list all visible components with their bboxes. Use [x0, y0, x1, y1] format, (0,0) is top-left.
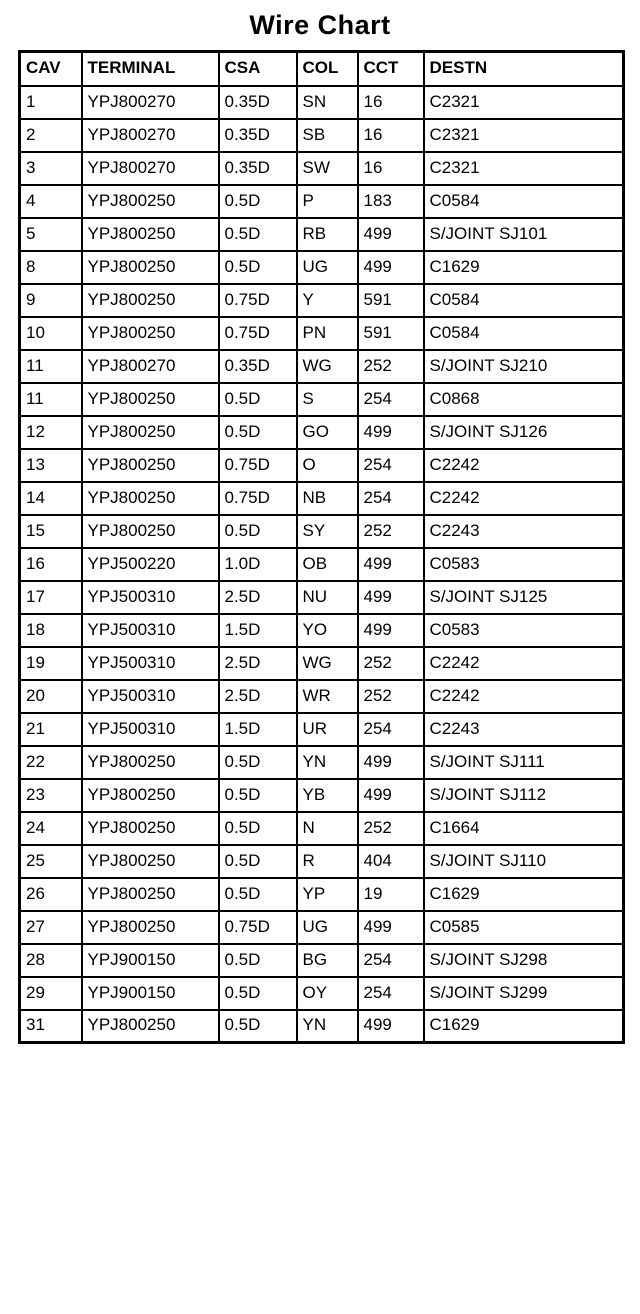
cell-cav: 26	[20, 878, 82, 911]
cell-destn: S/JOINT SJ101	[424, 218, 624, 251]
cell-destn: C0585	[424, 911, 624, 944]
cell-cav: 10	[20, 317, 82, 350]
table-row	[20, 614, 624, 647]
cell-csa: 0.5D	[219, 944, 297, 977]
cell-destn: C1664	[424, 812, 624, 845]
cell-terminal: YPJ800270	[82, 350, 219, 383]
cell-cav: 9	[20, 284, 82, 317]
cell-cav: 23	[20, 779, 82, 812]
cell-terminal: YPJ500310	[82, 680, 219, 713]
cell-cct: 183	[358, 185, 424, 218]
cell-cct: 499	[358, 1010, 424, 1043]
cell-cct: 499	[358, 548, 424, 581]
cell-cct: 254	[358, 944, 424, 977]
cell-cct: 16	[358, 119, 424, 152]
cell-col: YO	[297, 614, 358, 647]
cell-csa: 0.5D	[219, 251, 297, 284]
cell-terminal: YPJ500220	[82, 548, 219, 581]
cell-csa: 2.5D	[219, 680, 297, 713]
table-row	[20, 350, 624, 383]
cell-cav: 3	[20, 152, 82, 185]
table-row	[20, 581, 624, 614]
table-row	[20, 515, 624, 548]
cell-destn: C2243	[424, 515, 624, 548]
cell-terminal: YPJ800250	[82, 812, 219, 845]
table-row	[20, 812, 624, 845]
cell-destn: C2242	[424, 647, 624, 680]
cell-csa: 2.5D	[219, 647, 297, 680]
cell-destn: S/JOINT SJ126	[424, 416, 624, 449]
cell-col: PN	[297, 317, 358, 350]
table-row	[20, 911, 624, 944]
cell-cct: 499	[358, 251, 424, 284]
cell-col: O	[297, 449, 358, 482]
cell-terminal: YPJ800250	[82, 878, 219, 911]
cell-terminal: YPJ800270	[82, 86, 219, 119]
cell-cct: 254	[358, 977, 424, 1010]
column-header-terminal: TERMINAL	[82, 52, 219, 86]
table-row	[20, 383, 624, 416]
cell-cct: 499	[358, 911, 424, 944]
cell-col: SN	[297, 86, 358, 119]
cell-destn: C1629	[424, 251, 624, 284]
table-header	[20, 52, 624, 86]
table-row	[20, 284, 624, 317]
cell-destn: C1629	[424, 878, 624, 911]
cell-cav: 31	[20, 1010, 82, 1043]
column-header-cct: CCT	[358, 52, 424, 86]
cell-col: YB	[297, 779, 358, 812]
cell-csa: 0.5D	[219, 746, 297, 779]
cell-cct: 404	[358, 845, 424, 878]
cell-destn: C0584	[424, 317, 624, 350]
cell-csa: 0.75D	[219, 482, 297, 515]
cell-cav: 4	[20, 185, 82, 218]
cell-terminal: YPJ800270	[82, 152, 219, 185]
column-header-destn: DESTN	[424, 52, 624, 86]
cell-cav: 28	[20, 944, 82, 977]
cell-col: R	[297, 845, 358, 878]
cell-col: RB	[297, 218, 358, 251]
cell-col: GO	[297, 416, 358, 449]
cell-csa: 0.5D	[219, 1010, 297, 1043]
cell-cct: 16	[358, 152, 424, 185]
cell-col: OB	[297, 548, 358, 581]
table-row	[20, 878, 624, 911]
cell-cct: 252	[358, 812, 424, 845]
cell-cav: 16	[20, 548, 82, 581]
cell-csa: 0.5D	[219, 878, 297, 911]
cell-csa: 1.5D	[219, 614, 297, 647]
cell-terminal: YPJ800250	[82, 746, 219, 779]
cell-cav: 13	[20, 449, 82, 482]
column-header-csa: CSA	[219, 52, 297, 86]
cell-cct: 499	[358, 416, 424, 449]
table-row	[20, 680, 624, 713]
cell-csa: 0.5D	[219, 185, 297, 218]
cell-destn: C0584	[424, 284, 624, 317]
cell-terminal: YPJ900150	[82, 977, 219, 1010]
cell-csa: 0.35D	[219, 350, 297, 383]
table-row	[20, 86, 624, 119]
page-title: Wire Chart	[249, 10, 391, 40]
table-row	[20, 647, 624, 680]
cell-destn: S/JOINT SJ299	[424, 977, 624, 1010]
cell-col: UR	[297, 713, 358, 746]
cell-csa: 0.75D	[219, 911, 297, 944]
cell-cav: 24	[20, 812, 82, 845]
cell-cct: 499	[358, 779, 424, 812]
cell-destn: C2321	[424, 86, 624, 119]
table-row	[20, 449, 624, 482]
cell-destn: S/JOINT SJ110	[424, 845, 624, 878]
cell-csa: 0.5D	[219, 845, 297, 878]
table-row	[20, 119, 624, 152]
cell-csa: 0.5D	[219, 218, 297, 251]
cell-destn: S/JOINT SJ298	[424, 944, 624, 977]
table-row	[20, 152, 624, 185]
wire-chart-table-container	[0, 50, 640, 1044]
cell-cav: 25	[20, 845, 82, 878]
table-row	[20, 845, 624, 878]
cell-cct: 16	[358, 86, 424, 119]
table-row	[20, 482, 624, 515]
cell-cav: 15	[20, 515, 82, 548]
cell-col: YP	[297, 878, 358, 911]
cell-cct: 254	[358, 383, 424, 416]
cell-destn: S/JOINT SJ111	[424, 746, 624, 779]
cell-csa: 2.5D	[219, 581, 297, 614]
cell-col: P	[297, 185, 358, 218]
cell-col: Y	[297, 284, 358, 317]
cell-cav: 22	[20, 746, 82, 779]
cell-destn: S/JOINT SJ112	[424, 779, 624, 812]
cell-cav: 18	[20, 614, 82, 647]
cell-destn: C2242	[424, 482, 624, 515]
table-row	[20, 1010, 624, 1043]
cell-destn: S/JOINT SJ210	[424, 350, 624, 383]
cell-col: SY	[297, 515, 358, 548]
table-row	[20, 218, 624, 251]
cell-csa: 0.5D	[219, 416, 297, 449]
cell-cav: 12	[20, 416, 82, 449]
cell-cav: 14	[20, 482, 82, 515]
cell-terminal: YPJ800250	[82, 911, 219, 944]
table-row	[20, 185, 624, 218]
cell-cct: 499	[358, 746, 424, 779]
table-body	[20, 86, 624, 1043]
cell-cct: 499	[358, 614, 424, 647]
table-row	[20, 416, 624, 449]
cell-terminal: YPJ500310	[82, 713, 219, 746]
cell-destn: C2321	[424, 152, 624, 185]
cell-col: BG	[297, 944, 358, 977]
cell-cav: 21	[20, 713, 82, 746]
cell-destn: C0583	[424, 548, 624, 581]
cell-csa: 0.5D	[219, 977, 297, 1010]
cell-col: SW	[297, 152, 358, 185]
cell-destn: C2242	[424, 680, 624, 713]
table-row	[20, 977, 624, 1010]
cell-cav: 11	[20, 383, 82, 416]
cell-csa: 0.5D	[219, 812, 297, 845]
cell-cct: 591	[358, 317, 424, 350]
cell-csa: 0.35D	[219, 119, 297, 152]
cell-csa: 0.75D	[219, 317, 297, 350]
cell-csa: 0.5D	[219, 779, 297, 812]
cell-col: WR	[297, 680, 358, 713]
table-row	[20, 944, 624, 977]
cell-csa: 0.35D	[219, 86, 297, 119]
cell-col: WG	[297, 350, 358, 383]
column-header-col: COL	[297, 52, 358, 86]
cell-cav: 5	[20, 218, 82, 251]
cell-csa: 0.75D	[219, 284, 297, 317]
cell-terminal: YPJ800250	[82, 482, 219, 515]
cell-col: NB	[297, 482, 358, 515]
cell-col: SB	[297, 119, 358, 152]
cell-terminal: YPJ800250	[82, 218, 219, 251]
table-row	[20, 548, 624, 581]
cell-terminal: YPJ800250	[82, 185, 219, 218]
cell-cav: 11	[20, 350, 82, 383]
cell-terminal: YPJ500310	[82, 647, 219, 680]
cell-terminal: YPJ900150	[82, 944, 219, 977]
column-header-cav: CAV	[20, 52, 82, 86]
cell-destn: C2321	[424, 119, 624, 152]
table-row	[20, 317, 624, 350]
table-header-row	[20, 52, 624, 86]
cell-destn: S/JOINT SJ125	[424, 581, 624, 614]
cell-terminal: YPJ800250	[82, 284, 219, 317]
cell-cct: 252	[358, 350, 424, 383]
cell-cav: 2	[20, 119, 82, 152]
cell-csa: 1.0D	[219, 548, 297, 581]
cell-csa: 0.5D	[219, 383, 297, 416]
table-row	[20, 713, 624, 746]
cell-destn: C1629	[424, 1010, 624, 1043]
cell-col: WG	[297, 647, 358, 680]
cell-cav: 19	[20, 647, 82, 680]
cell-cct: 591	[358, 284, 424, 317]
cell-terminal: YPJ500310	[82, 614, 219, 647]
cell-col: N	[297, 812, 358, 845]
cell-cav: 27	[20, 911, 82, 944]
cell-col: YN	[297, 1010, 358, 1043]
cell-col: YN	[297, 746, 358, 779]
cell-destn: C2243	[424, 713, 624, 746]
cell-cav: 8	[20, 251, 82, 284]
cell-cct: 254	[358, 482, 424, 515]
table-row	[20, 251, 624, 284]
cell-terminal: YPJ800250	[82, 416, 219, 449]
cell-cct: 252	[358, 515, 424, 548]
cell-terminal: YPJ500310	[82, 581, 219, 614]
cell-terminal: YPJ800250	[82, 779, 219, 812]
cell-cct: 254	[358, 713, 424, 746]
cell-cct: 252	[358, 680, 424, 713]
cell-terminal: YPJ800250	[82, 1010, 219, 1043]
cell-destn: C0584	[424, 185, 624, 218]
cell-csa: 0.5D	[219, 515, 297, 548]
cell-terminal: YPJ800270	[82, 119, 219, 152]
cell-cav: 29	[20, 977, 82, 1010]
cell-cct: 254	[358, 449, 424, 482]
table-row	[20, 779, 624, 812]
cell-cav: 17	[20, 581, 82, 614]
cell-cct: 252	[358, 647, 424, 680]
cell-terminal: YPJ800250	[82, 515, 219, 548]
cell-csa: 1.5D	[219, 713, 297, 746]
cell-col: OY	[297, 977, 358, 1010]
cell-terminal: YPJ800250	[82, 317, 219, 350]
cell-terminal: YPJ800250	[82, 251, 219, 284]
table-row	[20, 746, 624, 779]
cell-col: UG	[297, 251, 358, 284]
cell-col: UG	[297, 911, 358, 944]
cell-destn: C2242	[424, 449, 624, 482]
cell-terminal: YPJ800250	[82, 845, 219, 878]
cell-destn: C0868	[424, 383, 624, 416]
cell-cav: 20	[20, 680, 82, 713]
cell-cav: 1	[20, 86, 82, 119]
cell-csa: 0.35D	[219, 152, 297, 185]
cell-cct: 499	[358, 581, 424, 614]
cell-col: NU	[297, 581, 358, 614]
cell-cct: 19	[358, 878, 424, 911]
cell-col: S	[297, 383, 358, 416]
cell-terminal: YPJ800250	[82, 449, 219, 482]
cell-csa: 0.75D	[219, 449, 297, 482]
wire-chart-table	[18, 50, 625, 1044]
cell-destn: C0583	[424, 614, 624, 647]
cell-terminal: YPJ800250	[82, 383, 219, 416]
cell-cct: 499	[358, 218, 424, 251]
